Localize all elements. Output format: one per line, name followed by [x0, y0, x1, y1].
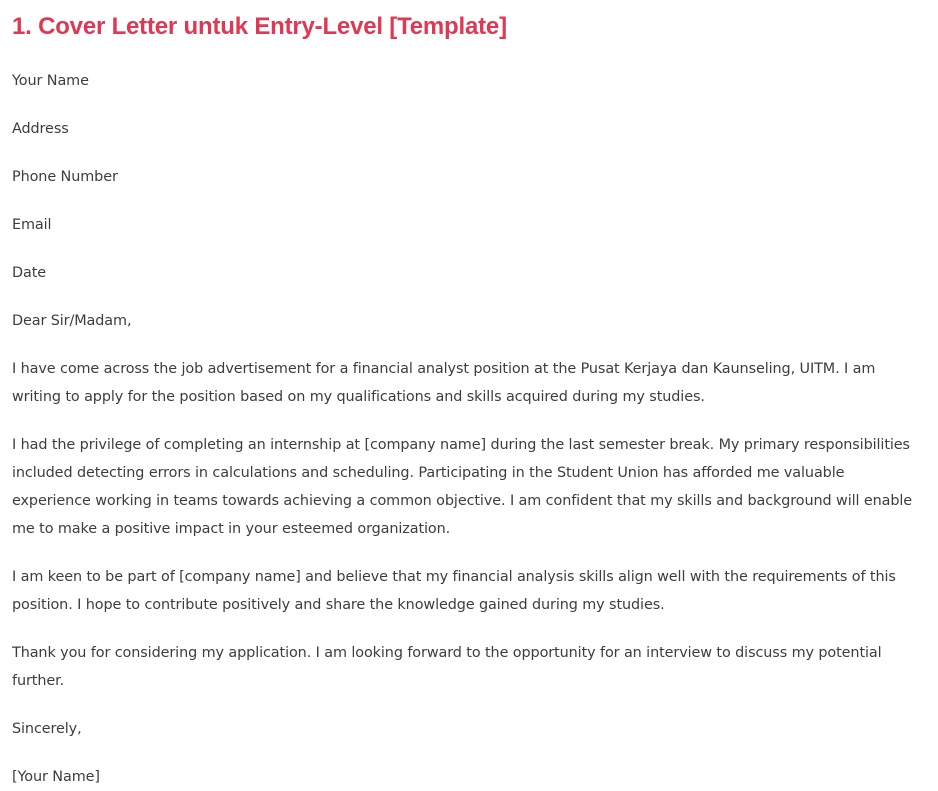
- body-paragraph-2: I had the privilege of completing an internship at [company name] during the last semester break. My primary responsibilities included detecting errors in calculations and scheduling. Participating in the Student Union has afforded me valuable experience working in teams towards achieving a common objective. I am confident that my skills and background will enable me to make a positive impact in your esteemed organization.: [12, 437, 913, 537]
- letter-date: Date: [12, 265, 46, 281]
- closing: Sincerely,: [12, 721, 82, 737]
- body-paragraph-1: I have come across the job advertisement for a financial analyst position at the Pusat Kerjaya dan Kaunseling, UITM. I am writing to apply for the position based on my qualifications and skills acquired during my studies.: [12, 361, 876, 405]
- sender-name: Your Name: [12, 73, 89, 89]
- signature: [Your Name]: [12, 769, 100, 785]
- sender-address: Address: [12, 121, 69, 137]
- body-paragraph-3: I am keen to be part of [company name] and believe that my financial analysis skills align well with the requirements of this position. I hope to contribute positively and share the knowledge gained during my studies.: [12, 569, 896, 613]
- section-heading: 1. Cover Letter untuk Entry-Level [Template]: [12, 13, 507, 40]
- body-paragraph-4: Thank you for considering my application. I am looking forward to the opportunity for an interview to discuss my potential further.: [12, 645, 882, 689]
- sender-email: Email: [12, 217, 52, 233]
- sender-phone: Phone Number: [12, 169, 118, 185]
- cover-letter-template: [12, 67, 914, 791]
- salutation: Dear Sir/Madam,: [12, 313, 132, 329]
